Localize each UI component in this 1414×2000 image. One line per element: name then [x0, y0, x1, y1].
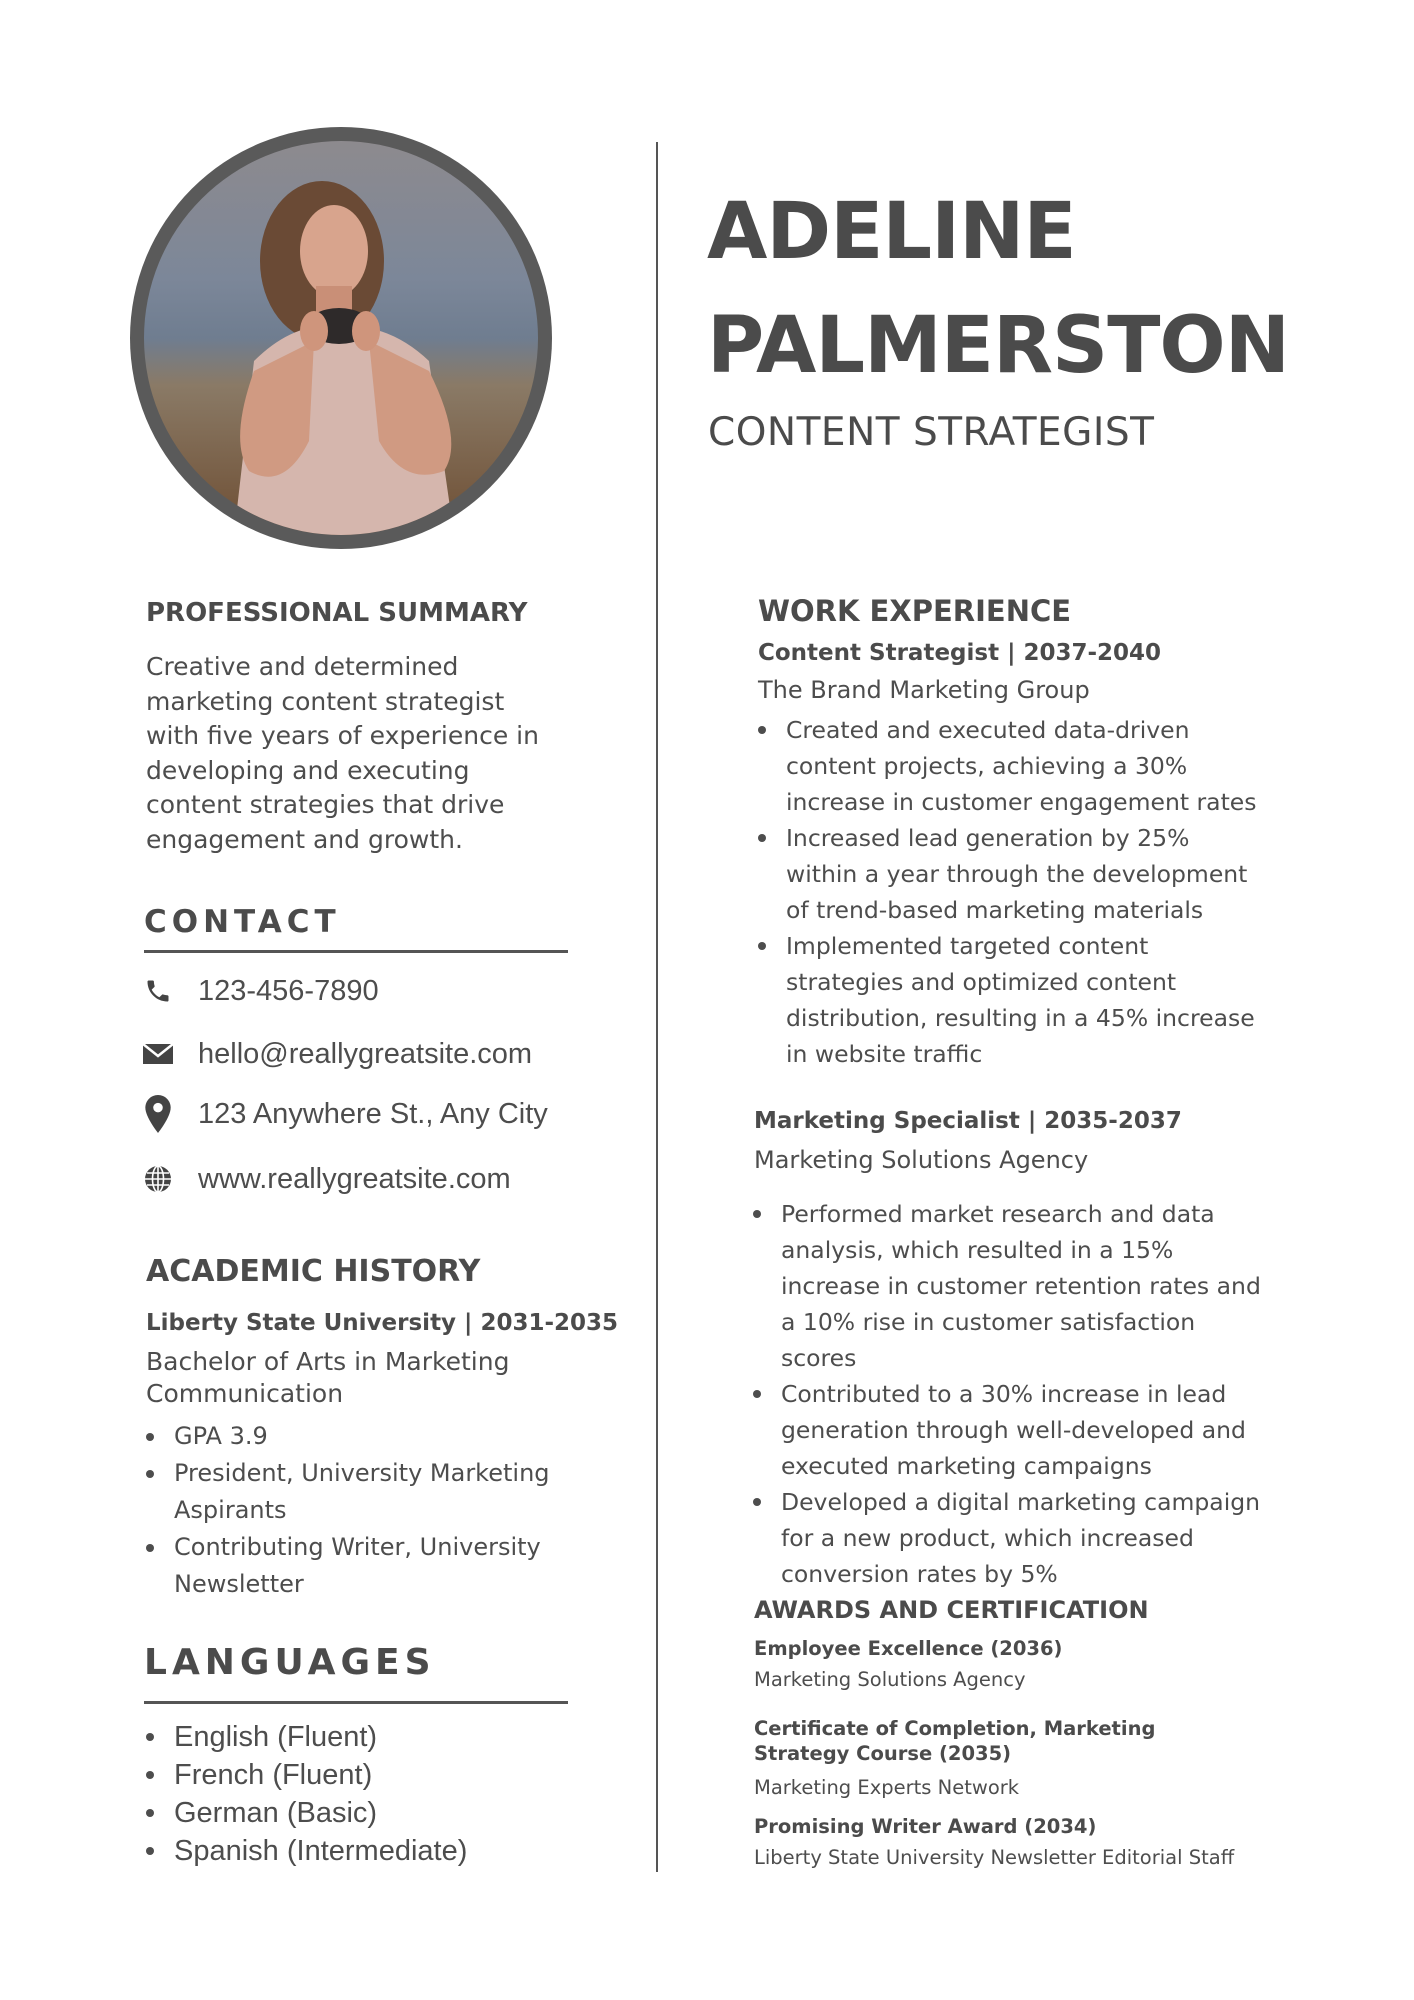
list-item: Contributed to a 30% increase in lead generation through well-developed and executed marketing campaigns — [781, 1376, 1261, 1484]
list-item: Spanish (Intermediate) — [174, 1832, 467, 1870]
awards-heading: AWARDS AND CERTIFICATION — [754, 1596, 1149, 1624]
profile-photo — [144, 141, 538, 535]
summary-heading: PROFESSIONAL SUMMARY — [146, 598, 528, 628]
email-text[interactable]: hello@reallygreatsite.com — [198, 1037, 533, 1070]
languages-rule — [144, 1701, 568, 1704]
job-2-title: Marketing Specialist | 2035-2037 — [754, 1108, 1182, 1134]
job-1-title: Content Strategist | 2037-2040 — [758, 640, 1162, 666]
job-1-bullets — [786, 712, 1266, 1072]
list-item: Developed a digital marketing campaign for a new product, which increased conversion rates by 5% — [781, 1484, 1261, 1592]
list-item: Increased lead generation by 25% within a year through the development of trend-based marketing materials — [786, 820, 1266, 928]
contact-phone-row — [142, 971, 379, 1011]
job-1-company: The Brand Marketing Group — [758, 676, 1090, 704]
list-item: Performed market research and data analysis, which resulted in a 15% increase in customer retention rates and a 10% rise in customer satisfaction scores — [781, 1196, 1261, 1376]
job-2-company: Marketing Solutions Agency — [754, 1146, 1089, 1174]
award-3-org: Liberty State University Newsletter Editorial Staff — [754, 1846, 1235, 1869]
work-heading: WORK EXPERIENCE — [758, 594, 1072, 628]
languages-heading: LANGUAGES — [144, 1642, 436, 1683]
contact-address-row — [142, 1094, 548, 1134]
name-line-1: ADELINE — [707, 187, 1076, 277]
job-title: CONTENT STRATEGIST — [708, 410, 1155, 455]
website-text[interactable]: www.reallygreatsite.com — [198, 1162, 511, 1195]
column-divider — [656, 142, 658, 1872]
academic-school: Liberty State University | 2031-2035 — [146, 1310, 619, 1336]
list-item: Contributing Writer, University Newsletter — [174, 1529, 554, 1603]
contact-heading: CONTACT — [144, 904, 341, 940]
academic-list — [174, 1418, 554, 1603]
academic-heading: ACADEMIC HISTORY — [146, 1254, 481, 1289]
list-item: GPA 3.9 — [174, 1418, 554, 1455]
summary-text: Creative and determined marketing content strategist with five years of experience in developing and executing content strategies that drive engagement and growth. — [146, 652, 539, 854]
award-2-title: Certificate of Completion, Marketing Strategy Course (2035) — [754, 1717, 1156, 1765]
award-2-org: Marketing Experts Network — [754, 1776, 1020, 1799]
list-item: Created and executed data-driven content projects, achieving a 30% increase in customer engagement rates — [786, 712, 1266, 820]
phone-text[interactable]: 123-456-7890 — [198, 974, 379, 1007]
list-item: President, University Marketing Aspirants — [174, 1455, 554, 1529]
award-1-org: Marketing Solutions Agency — [754, 1668, 1026, 1691]
address-text: 123 Anywhere St., Any City — [198, 1097, 548, 1130]
contact-website-row — [142, 1159, 511, 1199]
location-pin-icon — [142, 1098, 174, 1130]
globe-icon — [142, 1163, 174, 1195]
list-item: French (Fluent) — [174, 1756, 467, 1794]
list-item: English (Fluent) — [174, 1718, 467, 1756]
languages-list — [174, 1718, 467, 1870]
job-2-bullets — [781, 1196, 1261, 1592]
email-icon — [142, 1038, 174, 1070]
candidate-name — [707, 175, 1289, 403]
contact-rule — [144, 950, 568, 953]
award-1-title: Employee Excellence (2036) — [754, 1637, 1063, 1660]
award-3-title: Promising Writer Award (2034) — [754, 1815, 1097, 1838]
list-item: German (Basic) — [174, 1794, 467, 1832]
phone-icon — [142, 975, 174, 1007]
name-line-2: PALMERSTON — [707, 301, 1290, 391]
academic-degree: Bachelor of Arts in Marketing Communication — [146, 1347, 510, 1408]
list-item: Implemented targeted content strategies and optimized content distribution, resulting in a 45% increase in website traffic — [786, 928, 1266, 1072]
contact-email-row — [142, 1034, 533, 1074]
